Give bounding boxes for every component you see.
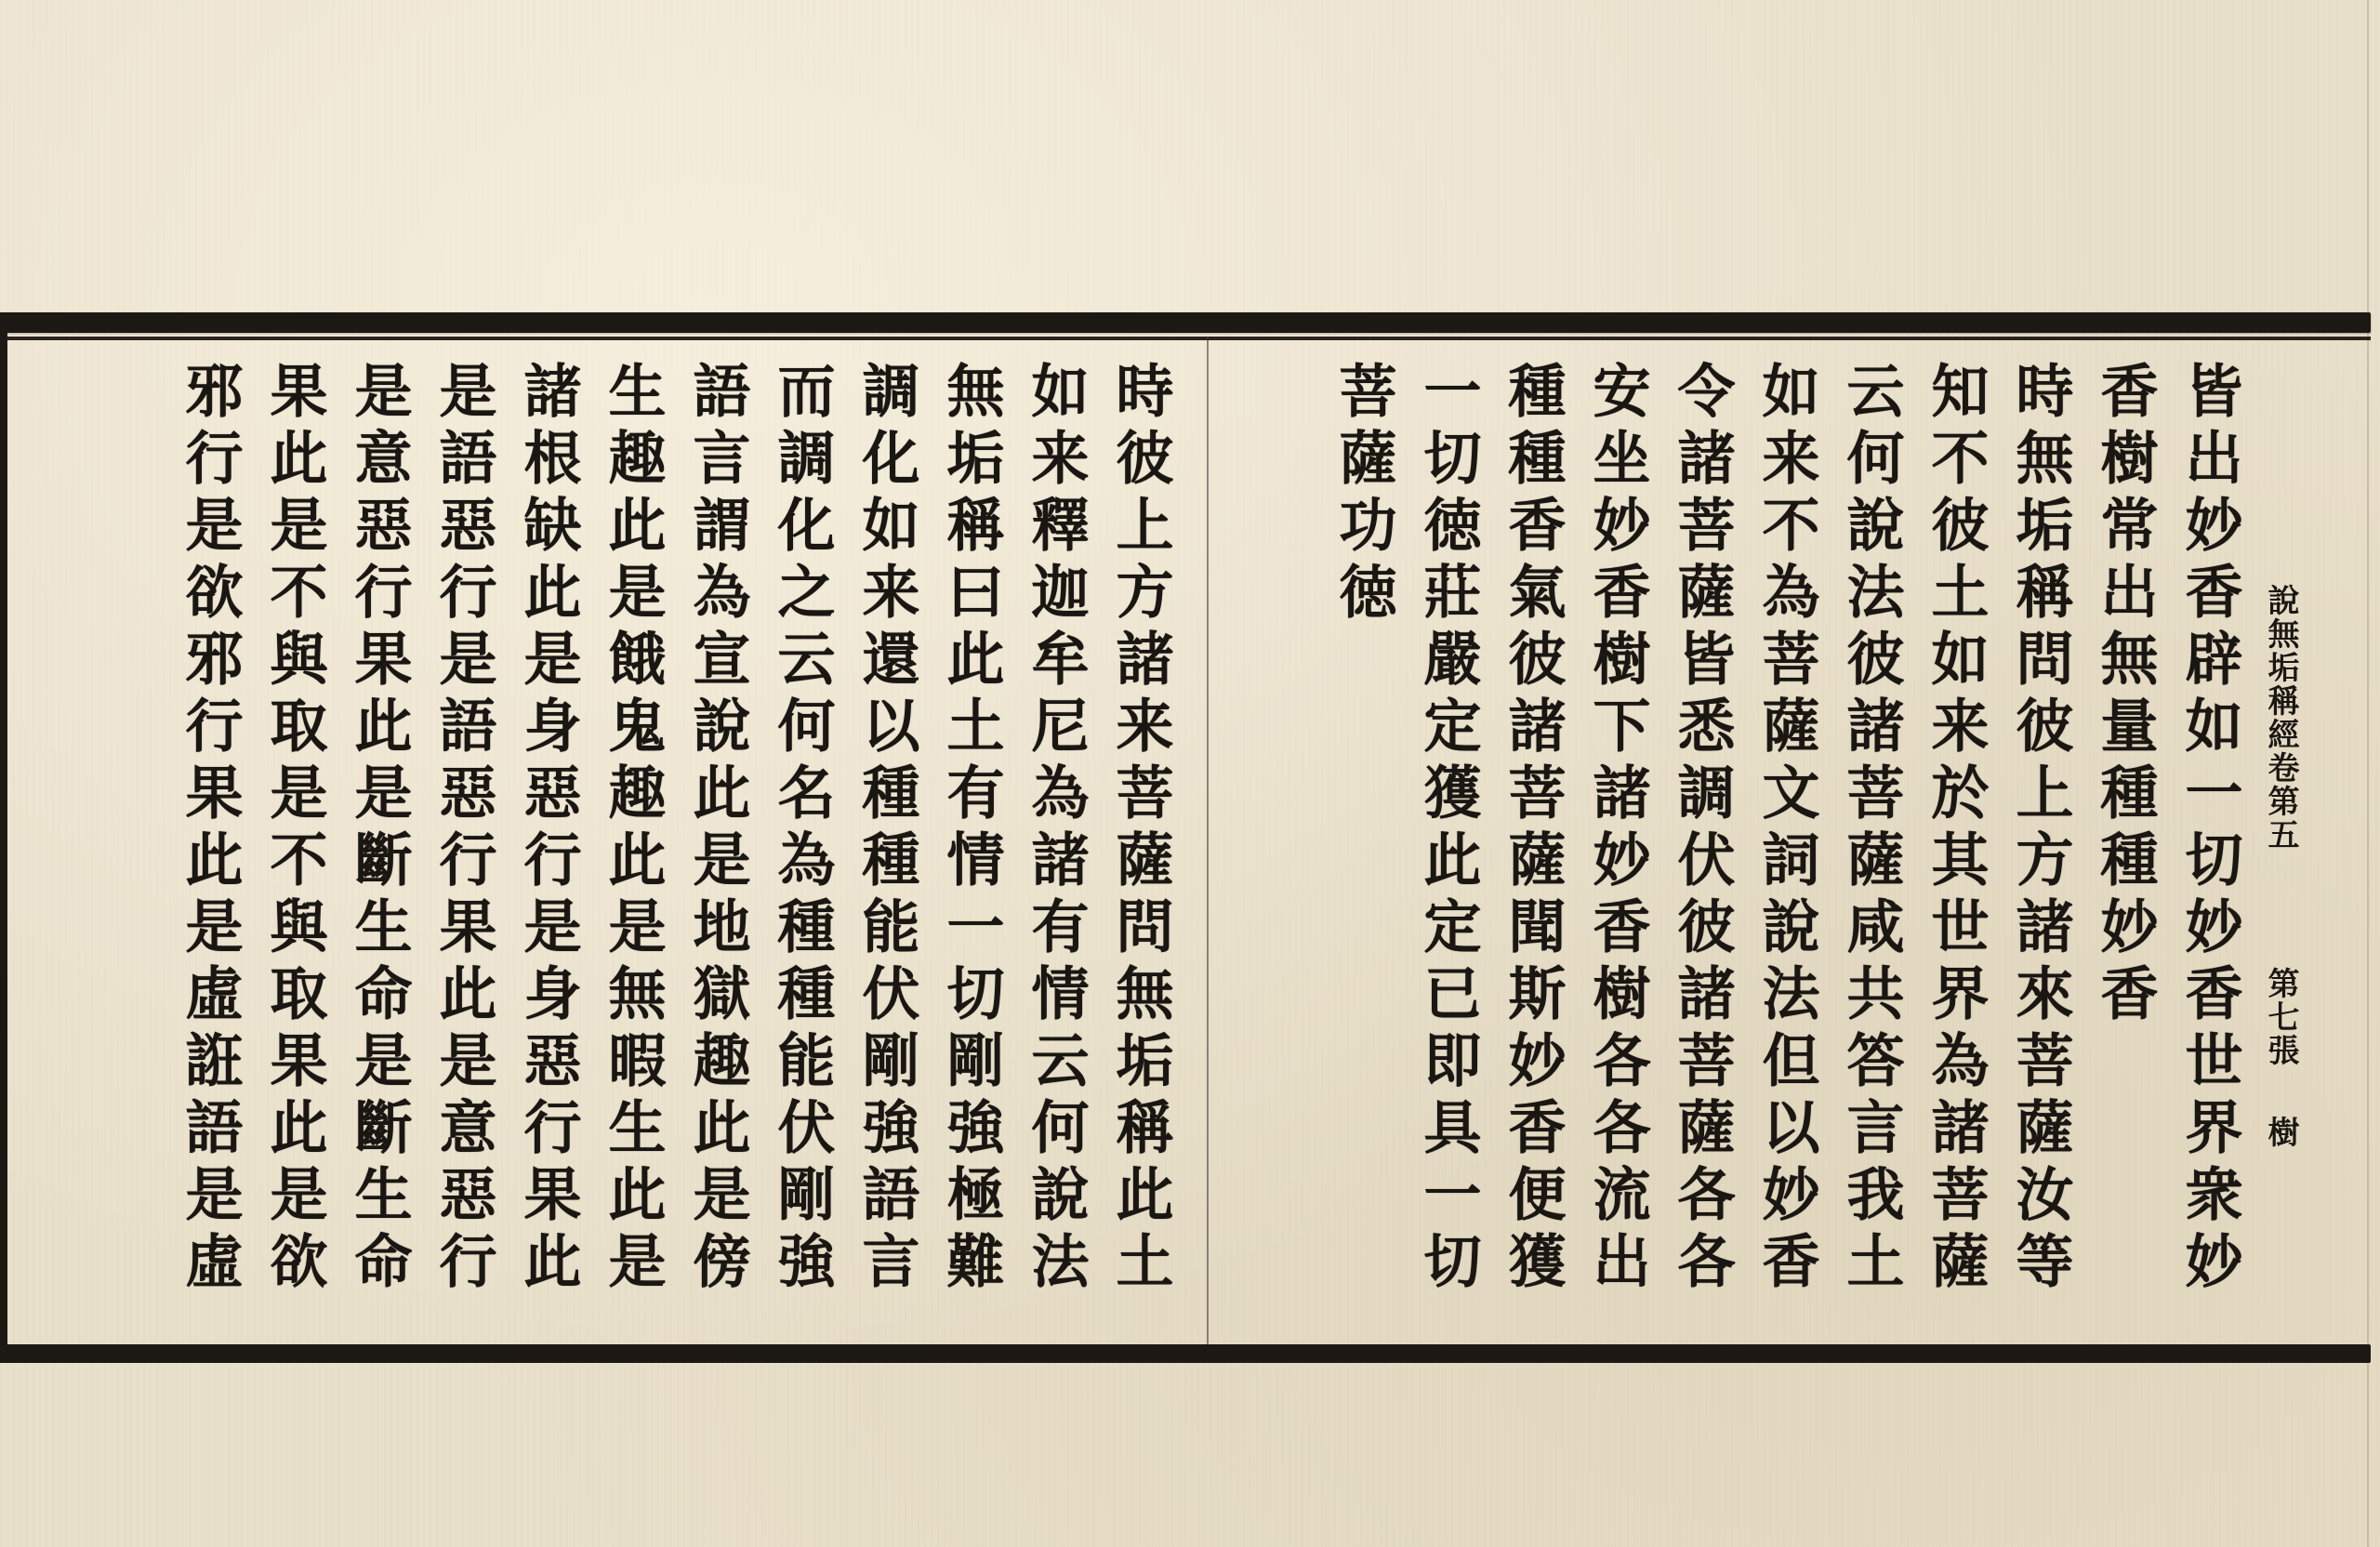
text-column: 是意惡行果此是斷生命是斷生命: [345, 361, 413, 1298]
text-column: 云何說法彼諸菩薩咸共答言我土: [1837, 361, 1905, 1298]
text-column: 諸根缺此是身惡行是身惡行果此: [514, 361, 582, 1298]
page-fold-line: [2367, 0, 2369, 1547]
text-column: 而調化之云何名為種種能伏剛強: [768, 361, 836, 1298]
frame-left-border: [0, 312, 7, 1363]
text-column: 如来不為菩薩文詞說法但以妙香: [1752, 361, 1820, 1298]
frame-top-border: [0, 312, 2371, 333]
text-column: 調化如来還以種種能伏剛強語言: [853, 361, 920, 1298]
margin-title: 說無垢稱經卷第五: [2262, 584, 2299, 852]
text-column: 知不彼土如来於其世界為諸菩薩: [1922, 361, 1990, 1298]
text-column: 時無垢稱問彼上方諸來菩薩汝等: [2006, 361, 2074, 1298]
text-column: 語言謂為宣說此是地獄趣此是傍: [683, 361, 751, 1298]
frame-bottom-border: [0, 1344, 2371, 1363]
center-divider-line: [1207, 337, 1209, 1344]
text-column: 皆出妙香辟如一切妙香世界衆妙: [2175, 361, 2243, 1298]
text-column: 邪行是欲邪行果此是虛誑語是虛: [176, 361, 244, 1298]
text-column: 無垢稱曰此土有情一切剛強極難: [937, 361, 1005, 1298]
text-column: 菩薩功徳: [1329, 361, 1397, 628]
text-column: 如来釋迦牟尼為諸有情云何說法: [1022, 361, 1090, 1298]
margin-page-number: 第七張: [2262, 967, 2299, 1067]
text-column: 香樹常出無量種種妙香: [2091, 361, 2159, 1030]
text-column: 種種香氣彼諸菩薩聞斯妙香便獲: [1499, 361, 1567, 1298]
text-column: 令諸菩薩皆悉調伏彼諸菩薩各各: [1668, 361, 1736, 1298]
text-column: 生趣此是餓鬼趣此是無暇生此是: [599, 361, 667, 1298]
text-column: 安坐妙香樹下諸妙香樹各各流出: [1583, 361, 1651, 1298]
text-column: 果此是不與取是不與取果此是欲: [260, 361, 328, 1298]
text-column: 時彼上方諸来菩薩問無垢稱此土: [1106, 361, 1174, 1298]
text-column: 是語惡行是語惡行果此是意惡行: [430, 361, 497, 1298]
margin-mark: 樹: [2262, 1116, 2299, 1149]
text-column: 一切徳莊嚴定獲此定已即具一切: [1414, 361, 1482, 1298]
frame-top-inner-border: [0, 337, 2371, 340]
